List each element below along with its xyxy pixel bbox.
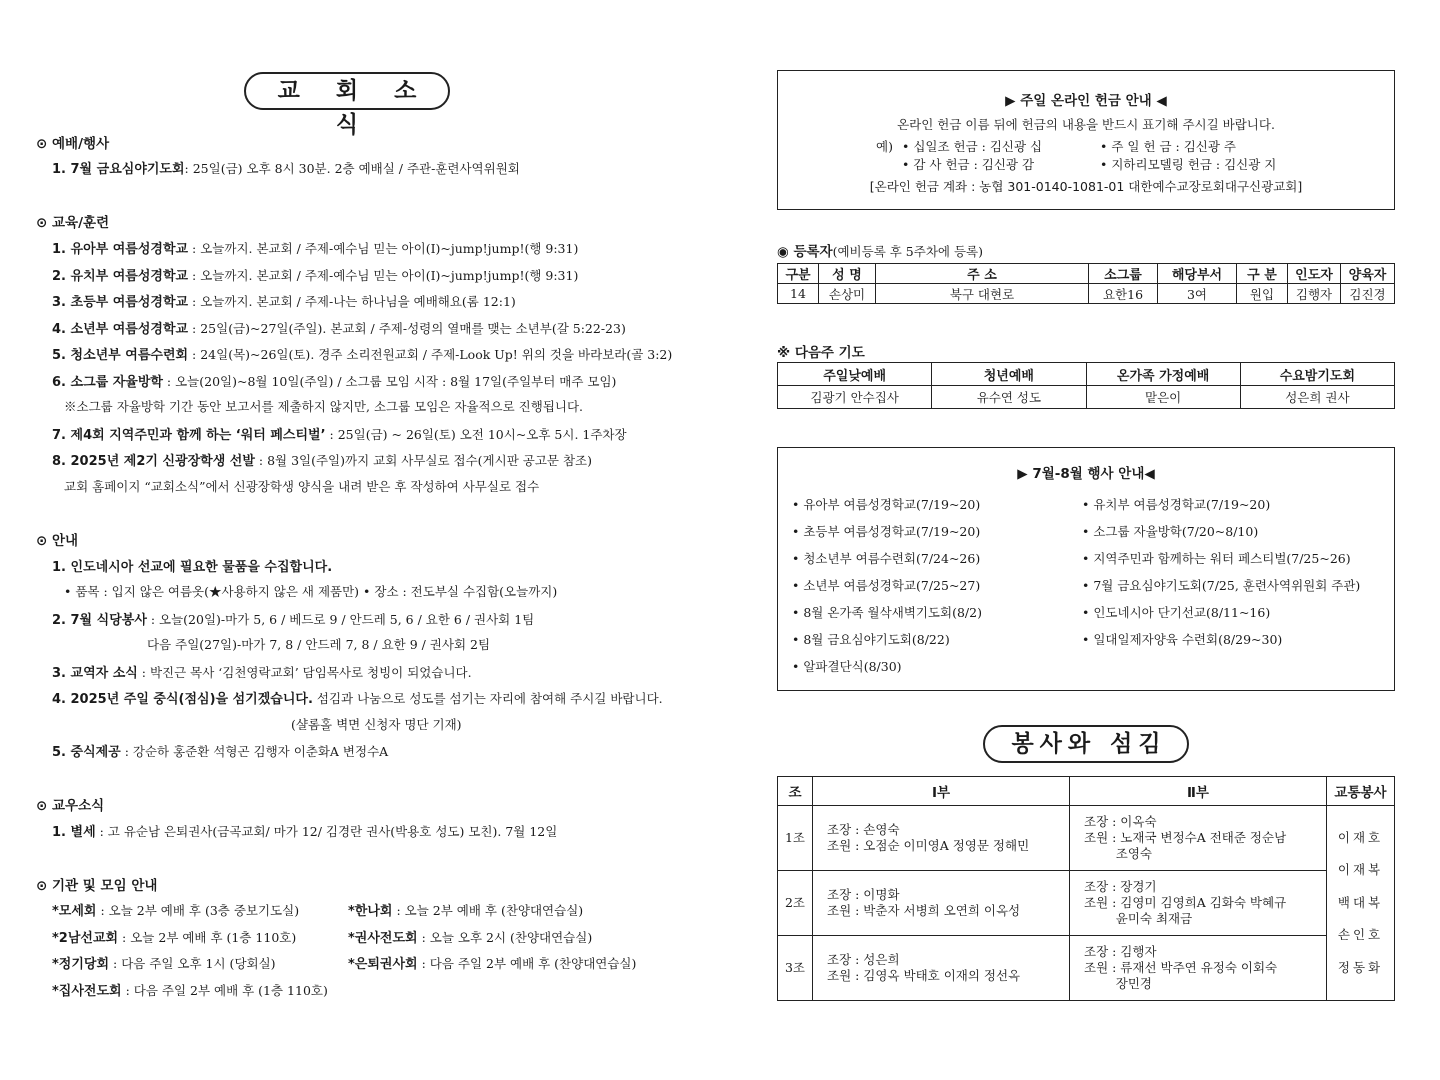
service-table <box>777 776 1395 1001</box>
registrant-label: ◉ 등록자(예비등록 후 5주차에 등록) <box>777 244 983 260</box>
event-item: • 지역주민과 함께하는 워터 페스티벌(7/25~26) <box>1082 551 1351 566</box>
event-item: • 유아부 여름성경학교(7/19~20) <box>792 497 981 512</box>
column-header: 주 소 <box>876 264 1089 284</box>
section-heading-groups: ⊙ 기관 및 모임 안내 <box>36 878 158 894</box>
event-item: • 8월 온가족 월삭새벽기도회(8/2) <box>792 605 982 620</box>
event-item: • 인도네시아 단기선교(8/11~16) <box>1082 605 1271 620</box>
table-row <box>778 806 1395 871</box>
table-row <box>778 386 1395 409</box>
table-cell: 김진경 <box>1341 284 1395 304</box>
news-item: 5. 중식제공 : 강순하 홍준환 석형곤 김행자 이춘화A 변정수A <box>52 744 389 760</box>
column-header: 해당부서 <box>1158 264 1237 284</box>
event-item: • 청소년부 여름수련회(7/24~26) <box>792 551 981 566</box>
group-item: *2남선교회 : 오늘 2부 예배 후 (1층 110호) <box>52 930 297 946</box>
offering-example: • 감 사 헌금 : 김신광 감 <box>902 157 1035 172</box>
part2-cell: 조장 : 김행자 조원 : 류재선 박주연 유정숙 이회숙 장민경 <box>1070 936 1327 1001</box>
church-news-title: 교 회 소 식 <box>244 72 450 110</box>
offering-account: [온라인 헌금 계좌 : 농협 301-0140-1081-01 대한예수교장로회대구신광교회] <box>869 179 1303 194</box>
news-item: 4. 2025년 주일 중식(점심)을 섬기겠습니다. 섬김과 나눔으로 성도를 섬기는 자리에 참여해 주시길 바랍니다. <box>52 691 663 707</box>
column-header: 온가족 가정예배 <box>1086 363 1240 386</box>
event-item: • 7월 금요심야기도회(7/25, 훈련사역위원회 주관) <box>1082 578 1361 593</box>
online-offering-box <box>777 70 1395 210</box>
column-header: 주일낮예배 <box>778 363 932 386</box>
table-cell: 성은희 권사 <box>1240 386 1394 409</box>
example-prefix: 예) <box>876 139 893 154</box>
table-row <box>778 871 1395 936</box>
prayer-table <box>777 362 1395 409</box>
offering-example: • 지하리모델링 헌금 : 김신광 지 <box>1100 157 1277 172</box>
group-cell: 1조 <box>778 806 813 871</box>
event-item: • 소년부 여름성경학교(7/25~27) <box>792 578 981 593</box>
part2-cell: 조장 : 이옥숙 조원 : 노재국 변정수A 전태준 정순남 조영숙 <box>1070 806 1327 871</box>
news-note: • 품목 : 입지 않은 여름옷(★사용하지 않은 새 제품만) • 장소 : 전도부실 수집함(오늘까지) <box>64 584 558 599</box>
events-box <box>777 447 1395 691</box>
group-cell: 3조 <box>778 936 813 1001</box>
part1-cell: 조장 : 손영숙 조원 : 오점순 이미영A 정영문 정해민 <box>813 806 1070 871</box>
group-item: *집사전도회 : 다음 주일 2부 예배 후 (1층 110호) <box>52 983 328 999</box>
table-header-row <box>778 363 1395 386</box>
offering-example: • 십일조 헌금 : 김신광 십 <box>902 139 1043 154</box>
column-header: 조 <box>778 777 813 806</box>
news-note: 다음 주일(27일)-마가 7, 8 / 안드레 7, 8 / 요한 9 / 권사회 2팀 <box>147 637 491 652</box>
column-header: 성 명 <box>819 264 876 284</box>
news-item: 1. 별세 : 고 유순남 은퇴권사(금곡교회/ 마가 12/ 김경란 권사(박용호 성도) 모친). 7월 12일 <box>52 824 558 840</box>
news-note: (샬롬홀 벽면 신청자 명단 기재) <box>291 717 462 732</box>
column-header: 인도자 <box>1288 264 1341 284</box>
news-note: 교회 홈페이지 “교회소식”에서 신광장학생 양식을 내려 받은 후 작성하여 사무실로 접수 <box>64 479 540 494</box>
table-header-row <box>778 264 1395 284</box>
table-cell: 북구 대현로 <box>876 284 1089 304</box>
group-cell: 2조 <box>778 871 813 936</box>
column-header: 소그룹 <box>1089 264 1158 284</box>
table-cell: 김행자 <box>1288 284 1341 304</box>
column-header: 수요밤기도회 <box>1240 363 1394 386</box>
table-cell: 유수연 성도 <box>932 386 1086 409</box>
news-item: 1. 인도네시아 선교에 필요한 물품을 수집합니다. <box>52 560 333 575</box>
section-heading-worship: ⊙ 예배/행사 <box>36 136 110 152</box>
table-cell: 김광기 안수집사 <box>778 386 932 409</box>
group-item: *권사전도회 : 오늘 오후 2시 (찬양대연습실) <box>348 930 593 946</box>
section-heading-education: ⊙ 교육/훈련 <box>36 215 110 231</box>
table-cell: 원입 <box>1237 284 1288 304</box>
event-item: • 알파결단식(8/30) <box>792 659 902 674</box>
table-cell: 요한16 <box>1089 284 1158 304</box>
news-item: 6. 소그룹 자율방학 : 오늘(20일)~8월 10일(주일) / 소그룹 모임 시작 : 8월 17일(주일부터 매주 모임) <box>52 374 617 390</box>
offering-example: • 주 일 헌 금 : 김신광 주 <box>1100 139 1236 154</box>
group-item: *모세회 : 오늘 2부 예배 후 (3층 중보기도실) <box>52 903 300 919</box>
news-item: 4. 소년부 여름성경학교 : 25일(금)~27일(주일). 본교회 / 주제-성령의 열매를 맺는 소년부(갈 5:22-23) <box>52 321 626 337</box>
part1-cell: 조장 : 이명화 조원 : 박춘자 서병희 오연희 이옥성 <box>813 871 1070 936</box>
table-row <box>778 936 1395 1001</box>
group-item: *한나회 : 오늘 2부 예배 후 (찬양대연습실) <box>348 903 584 919</box>
table-row <box>778 284 1395 304</box>
news-item: 3. 교역자 소식 : 박진근 목사 ‘김천영락교회’ 담임목사로 청빙이 되었습니다. <box>52 665 472 681</box>
registrant-table <box>777 263 1395 304</box>
part1-cell: 조장 : 성은희 조원 : 김영옥 박태호 이재의 정선옥 <box>813 936 1070 1001</box>
news-item: 5. 청소년부 여름수련회 : 24일(목)~26일(토). 경주 소리전원교회 / 주제-Look Up! 위의 것을 바라보라(골 3:2) <box>52 347 673 363</box>
prayer-label: ※ 다음주 기도 <box>777 345 865 361</box>
news-item: 1. 7월 금요심야기도회: 25일(금) 오후 8시 30분. 2층 예배실 / 주관-훈련사역위원회 <box>52 161 520 177</box>
column-header: 구분 <box>778 264 819 284</box>
event-item: • 소그룹 자율방학(7/20~8/10) <box>1082 524 1259 539</box>
part2-cell: 조장 : 장경기 조원 : 김영미 김영희A 김화숙 박혜규 윤미숙 최재금 <box>1070 871 1327 936</box>
event-item: • 초등부 여름성경학교(7/19~20) <box>792 524 981 539</box>
table-cell: 14 <box>778 284 819 304</box>
event-item: • 일대일제자양육 수련회(8/29~30) <box>1082 632 1283 647</box>
events-heading: ▶ 7월-8월 행사 안내◀ <box>1017 466 1155 482</box>
group-item: *은퇴권사회 : 다음 주일 2부 예배 후 (찬양대연습실) <box>348 956 637 972</box>
table-cell: 맡은이 <box>1086 386 1240 409</box>
column-header: 청년예배 <box>932 363 1086 386</box>
table-cell: 3여 <box>1158 284 1237 304</box>
event-item: • 8월 금요심야기도회(8/22) <box>792 632 950 647</box>
news-item: 1. 유아부 여름성경학교 : 오늘까지. 본교회 / 주제-예수님 믿는 아이(I)~jump!jump!(행 9:31) <box>52 241 579 257</box>
news-note: ※소그룹 자율방학 기간 동안 보고서를 제출하지 않지만, 소그룹 모임은 자율적으로 진행됩니다. <box>64 399 584 414</box>
section-heading-notice: ⊙ 안내 <box>36 533 79 549</box>
table-header-row <box>778 777 1395 806</box>
event-item: • 유치부 여름성경학교(7/19~20) <box>1082 497 1271 512</box>
news-item: 3. 초등부 여름성경학교 : 오늘까지. 본교회 / 주제-나는 하나님을 예배해요(롬 12:1) <box>52 294 516 310</box>
group-item: *정기당회 : 다음 주일 오후 1시 (당회실) <box>52 956 276 972</box>
column-header: 구 분 <box>1237 264 1288 284</box>
service-title: 봉사와 섬김 <box>983 725 1189 763</box>
news-item: 8. 2025년 제2기 신광장학생 선발 : 8월 3일(주일)까지 교회 사무실로 접수(게시판 공고문 참조) <box>52 453 592 469</box>
column-header: 양육자 <box>1341 264 1395 284</box>
column-header: Ⅱ부 <box>1070 777 1327 806</box>
news-item: 2. 유치부 여름성경학교 : 오늘까지. 본교회 / 주제-예수님 믿는 아이(I)~jump!jump!(행 9:31) <box>52 268 579 284</box>
news-item: 2. 7월 식당봉사 : 오늘(20일)-마가 5, 6 / 베드로 9 / 안드레 5, 6 / 요한 6 / 권사회 1팀 <box>52 612 535 628</box>
column-header: 교통봉사 <box>1327 777 1395 806</box>
offering-examples <box>778 137 1394 173</box>
offering-description: 온라인 헌금 이름 뒤에 헌금의 내용을 반드시 표기해 주시길 바랍니다. <box>897 117 1275 132</box>
column-header: Ⅰ부 <box>813 777 1070 806</box>
news-item: 7. 제4회 지역주민과 함께 하는 ‘워터 페스티벌’ : 25일(금) ~ 26일(토) 오전 10시~오후 5시. 1주차장 <box>52 427 627 443</box>
section-heading-members: ⊙ 교우소식 <box>36 798 105 814</box>
offering-heading: ▶ 주일 온라인 헌금 안내 ◀ <box>1005 93 1167 109</box>
table-cell: 손상미 <box>819 284 876 304</box>
traffic-cell: 이재호 이재복 백대복 손인호 정동화 <box>1327 806 1395 1001</box>
